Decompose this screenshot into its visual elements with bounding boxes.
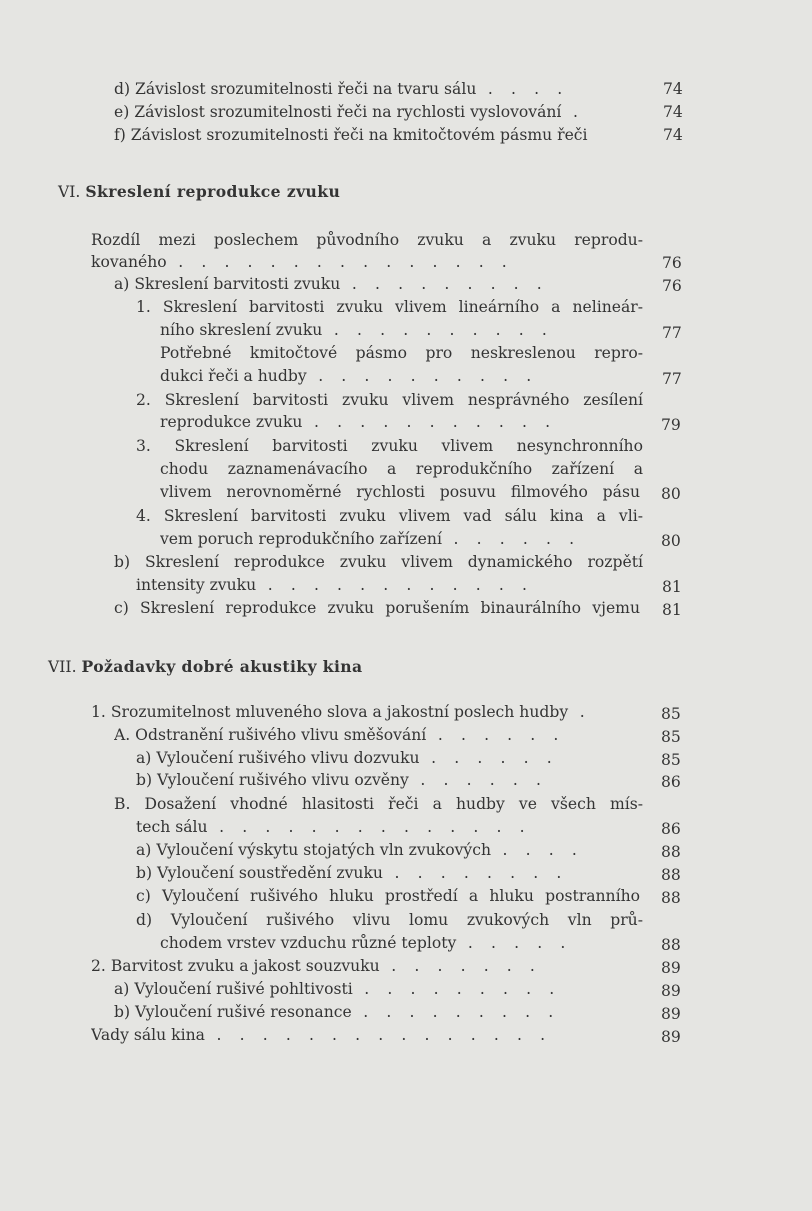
- toc-entry: [91, 701, 644, 723]
- toc-entry: [160, 319, 644, 341]
- page-number: 76: [662, 254, 682, 272]
- page-number: 89: [661, 982, 681, 1000]
- toc-entry: [114, 793, 643, 815]
- page-number: 89: [661, 1005, 681, 1023]
- toc-leader-dots: . . . . . . . . . . . . . . .: [204, 1026, 552, 1044]
- toc-entry-text: vlivem nerovnoměrné rychlosti posuvu filmového pásu: [160, 483, 640, 501]
- toc-entry: [160, 411, 644, 433]
- toc-leader-dots: . . . .: [491, 841, 584, 859]
- toc-entry: [136, 885, 640, 907]
- toc-entry-text: 1. Skreslení barvitosti zvuku vlivem lineárního a nelineár-: [136, 298, 643, 316]
- section-title: Skreslení reprodukce zvuku: [85, 182, 341, 201]
- toc-leader-dots: . . . . . . . . . . . . . . .: [166, 253, 514, 271]
- toc-leader-dots: . . . . . .: [408, 771, 548, 789]
- toc-entry-text: vem poruch reprodukčního zařízení: [160, 530, 442, 548]
- toc-leader-dots: . . . . . .: [426, 726, 565, 744]
- toc-entry-text: a) Vyloučení rušivého vlivu dozvuku: [136, 749, 420, 767]
- page-number: 74: [663, 103, 683, 121]
- toc-entry: [160, 932, 644, 954]
- page-number: 86: [661, 773, 681, 791]
- page-number: 88: [661, 936, 681, 954]
- page-number: 77: [662, 370, 682, 388]
- page-number: 81: [662, 578, 682, 596]
- toc-leader-dots: . . . .: [476, 80, 569, 98]
- page-number: 85: [661, 705, 681, 723]
- toc-leader-dots: . . . . . . . . . . . .: [256, 576, 534, 594]
- toc-entry: [114, 101, 654, 123]
- toc-entry-text: tech sálu: [136, 818, 208, 836]
- toc-entry-text: Potřebné kmitočtové pásmo pro neskreslenou repro-: [160, 344, 643, 362]
- toc-entry: [136, 909, 643, 931]
- toc-entry: [114, 724, 644, 746]
- toc-entry: [136, 862, 644, 884]
- section-heading-vii: [48, 656, 363, 678]
- toc-entry-text: 1. Srozumitelnost mluveného slova a jakostní poslech hudby: [91, 703, 569, 721]
- toc-entry: [160, 481, 640, 503]
- toc-entry-text: A. Odstranění rušivého vlivu směšování: [114, 726, 427, 744]
- toc-entry-text: 4. Skreslení barvitosti zvuku vlivem vad sálu kina a vli-: [136, 507, 643, 525]
- toc-entry: [160, 342, 643, 364]
- toc-entry-text: b) Vyloučení soustředění zvuku: [136, 864, 383, 882]
- page-number: 85: [661, 728, 681, 746]
- toc-entry: [136, 816, 644, 838]
- page-number: 79: [661, 416, 681, 434]
- toc-entry: [136, 574, 644, 596]
- toc-leader-dots: . . . . . . . . . . . . . .: [207, 818, 532, 836]
- toc-entry: [136, 505, 643, 527]
- page-number: 88: [661, 866, 681, 884]
- toc-entry-text: b) Skreslení reprodukce zvuku vlivem dynamického rozpětí: [114, 553, 643, 571]
- page-number: 74: [663, 126, 683, 144]
- toc-entry: [160, 365, 644, 387]
- page-number: 89: [661, 959, 681, 977]
- toc-entry-text: d) Závislost srozumitelnosti řeči na tvaru sálu: [114, 80, 477, 98]
- toc-entry: [114, 597, 640, 619]
- toc-entry-text: a) Vyloučení výskytu stojatých vln zvukových: [136, 841, 491, 859]
- toc-entry: [136, 296, 643, 318]
- toc-entry-text: ního skreslení zvuku: [160, 321, 323, 339]
- toc-entry: [91, 229, 643, 251]
- toc-entry: [114, 978, 644, 1000]
- page-number: 89: [661, 1028, 681, 1046]
- toc-leader-dots: . . . . . . . . . .: [306, 367, 538, 385]
- page-number: 85: [661, 751, 681, 769]
- section-number: VI.: [58, 183, 81, 201]
- toc-leader-dots: . . . . . .: [441, 530, 581, 548]
- toc-entry-text: reprodukce zvuku: [160, 413, 303, 431]
- toc-entry-text: 3. Skreslení barvitosti zvuku vlivem nesynchronního: [136, 437, 643, 455]
- toc-entry-text: intensity zvuku: [136, 576, 257, 594]
- toc-entry: [136, 839, 644, 861]
- section-number: VII.: [48, 658, 77, 676]
- toc-entry-text: kovaného: [91, 253, 167, 271]
- toc-leader-dots: . . . . .: [456, 934, 572, 952]
- toc-leader-dots: . . . . . . . . . . .: [302, 413, 557, 431]
- page-number: 77: [662, 324, 682, 342]
- toc-entry: [114, 1001, 644, 1023]
- section-heading-vi: [58, 181, 340, 203]
- toc-entry-text: chodem vrstev vzduchu různé teploty: [160, 934, 457, 952]
- toc-entry: [136, 769, 644, 791]
- toc-entry-text: Vady sálu kina: [91, 1026, 205, 1044]
- toc-leader-dots: . . . . . . . . .: [351, 1003, 560, 1021]
- toc-entry-text: B. Dosažení vhodné hlasitosti řeči a hudby ve všech mís-: [114, 795, 643, 813]
- toc-entry: [91, 1024, 644, 1046]
- toc-entry-text: chodu zaznamenávacího a reprodukčního zařízení a: [160, 460, 643, 478]
- toc-entry-text: a) Skreslení barvitosti zvuku: [114, 275, 341, 293]
- toc-entry-text: c) Vyloučení rušivého hluku prostředí a hluku postranního: [136, 887, 640, 905]
- toc-entry-text: d) Vyloučení rušivého vlivu lomu zvukových vln prů-: [136, 911, 643, 929]
- toc-entry-text: dukci řeči a hudby: [160, 367, 307, 385]
- toc-leader-dots: . . . . . . .: [379, 957, 542, 975]
- toc-leader-dots: .: [561, 103, 585, 121]
- toc-entry: [114, 124, 654, 146]
- page-number: 86: [661, 820, 681, 838]
- toc-entry: [114, 551, 643, 573]
- toc-entry: [114, 78, 644, 100]
- toc-entry-text: Rozdíl mezi poslechem původního zvuku a zvuku reprodu-: [91, 231, 643, 249]
- toc-entry: [136, 435, 643, 457]
- toc-entry-text: a) Vyloučení rušivé pohltivosti: [114, 980, 353, 998]
- page-number: 88: [661, 843, 681, 861]
- toc-entry: [136, 747, 644, 769]
- page-number: 80: [661, 485, 681, 503]
- page-number: 88: [661, 889, 681, 907]
- toc-entry-text: f) Závislost srozumitelnosti řeči na kmitočtovém pásmu řeči: [114, 126, 588, 144]
- toc-entry-text: b) Vyloučení rušivé resonance: [114, 1003, 352, 1021]
- page-number: 76: [662, 277, 682, 295]
- page-number: 74: [663, 80, 683, 98]
- toc-entry: [160, 528, 644, 550]
- toc-leader-dots: . . . . . . . . . .: [322, 321, 554, 339]
- toc-leader-dots: . . . . . . . . .: [352, 980, 561, 998]
- toc-entry-text: b) Vyloučení rušivého vlivu ozvěny: [136, 771, 409, 789]
- toc-leader-dots: . . . . . . . .: [382, 864, 568, 882]
- toc-entry: [91, 251, 643, 273]
- page-number: 81: [662, 601, 682, 619]
- toc-leader-dots: .: [568, 703, 592, 721]
- page-number: 80: [661, 532, 681, 550]
- toc-entry: [136, 389, 643, 411]
- toc-entry-text: c) Skreslení reprodukce zvuku porušením binaurálního vjemu: [114, 599, 640, 617]
- toc-entry: [114, 273, 644, 295]
- section-title: Požadavky dobré akustiky kina: [81, 657, 363, 676]
- toc-entry-text: 2. Skreslení barvitosti zvuku vlivem nesprávného zesílení: [136, 391, 643, 409]
- toc-leader-dots: . . . . . .: [419, 749, 559, 767]
- toc-entry: [160, 458, 643, 480]
- toc-entry-text: e) Závislost srozumitelnosti řeči na rychlosti vyslovování: [114, 103, 562, 121]
- toc-entry: [91, 955, 644, 977]
- toc-leader-dots: . . . . . . . . .: [340, 275, 549, 293]
- toc-entry-text: 2. Barvitost zvuku a jakost souzvuku: [91, 957, 380, 975]
